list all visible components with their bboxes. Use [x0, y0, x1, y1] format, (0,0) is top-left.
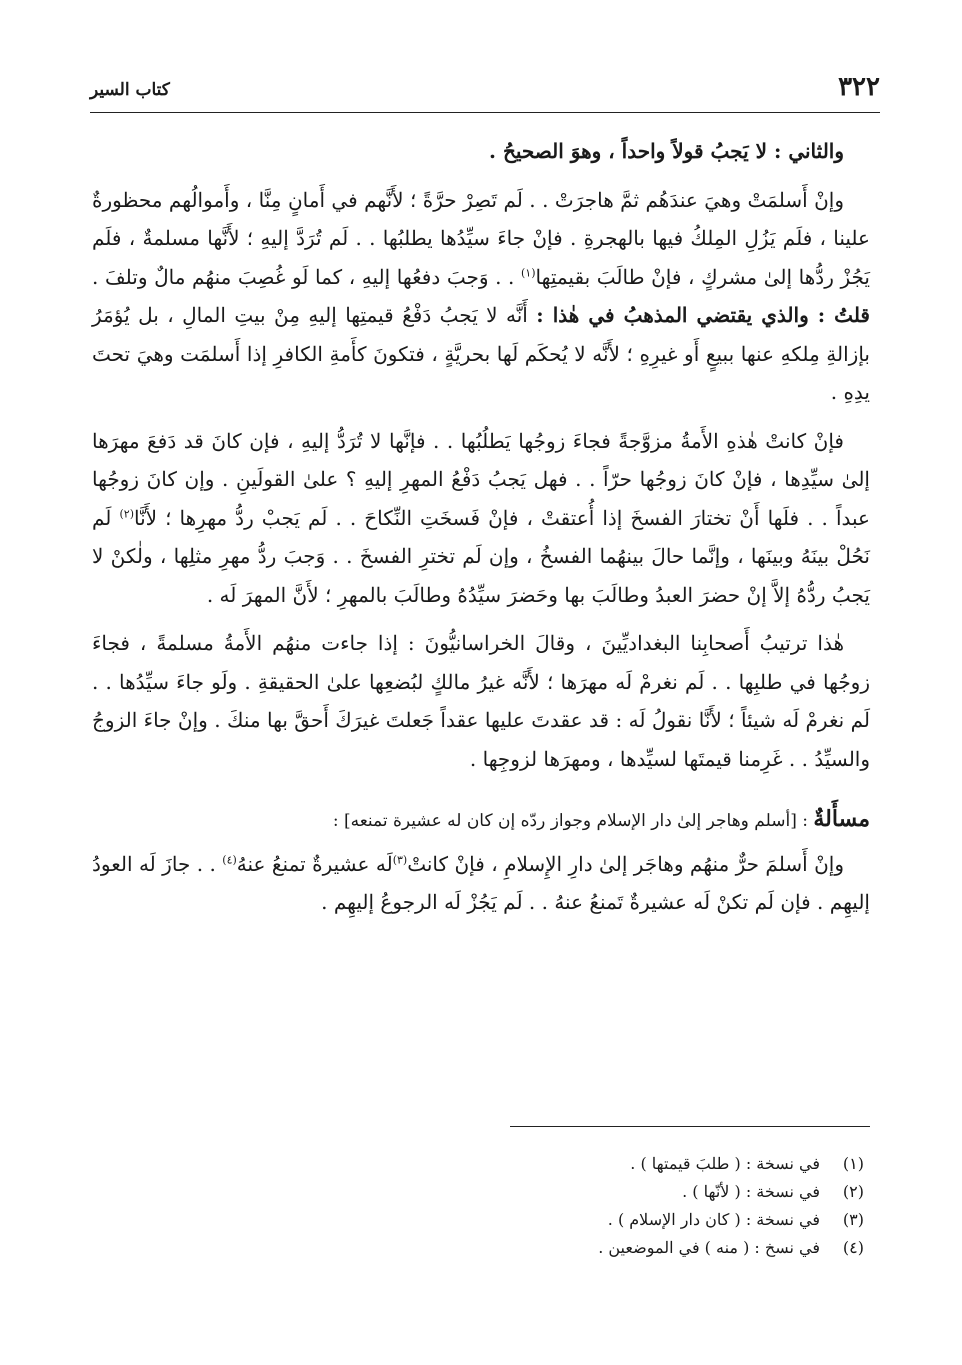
paragraph-2-part-a: وإنْ أَسلمَتْ وهيَ عندَهُم ثمَّ هاجرَتْ . . لَم تَصِرْ حرَّةً ؛ لأَنَّهم في أَمانٍ مِنَّا ، وأَموالُهم محظورةٌ علينا ، فلَم يَزُلِ المِلكُ فيها بالهجرةِ . فإنْ جاءَ سيِّدُها يطلبُها . . لَم تُرَدَّ إليهِ ؛ لأَنَّها مسلمةٌ ، فلَم يَجُزْ ردُّها إلىٰ مشركٍ ، فإنْ طالَبَ بقيمتِها [92, 187, 870, 289]
footnote-item [104, 1150, 864, 1178]
footnote-item [104, 1178, 864, 1206]
footnote-item [104, 1206, 864, 1234]
paragraph-4 [92, 624, 870, 778]
footnote-text: في نسخة : ( كان دار الإسلام ) . [607, 1210, 820, 1229]
footnote-number: (١) [842, 1154, 864, 1173]
footnote-text: في نسخ : ( منه ) في الموضعين . [598, 1238, 820, 1257]
footnote-separator [510, 1126, 870, 1127]
footnote-ref-1: (١) [521, 265, 536, 279]
book-title: كتاب السير [90, 80, 170, 100]
footnote-ref-3: (٣) [392, 852, 408, 866]
qult-word: قلتُ : [817, 303, 870, 327]
footnote-ref-4: (٤) [222, 852, 237, 866]
footnote-text: في نسخة : ( لأنّها ) . [682, 1182, 820, 1201]
footnote-number: (٢) [842, 1182, 864, 1201]
paragraph-5-part-c: . . جازَ لَه العودُ إليهِم . فإن لَم تكنْ لَه عشيرةٌ تَمنعُ عنهُ . . لَم يَجُزْ لَه الرجوعُ إليهِم . [92, 851, 870, 914]
paragraph-2 [92, 181, 870, 412]
issue-word: مسأَلةٌ [813, 806, 870, 832]
paragraph-5 [92, 845, 870, 922]
paragraph-2-part-c: أَنَّه لا يَجبُ دَفْعُ قيمتِها إليهِ مِنْ بيتِ المالِ ، بل يُؤمَرُ بإزالةِ مِلكهِ عنها ببيعٍ أَو غيرِهِ ؛ لأَنَّه لا يُحكَم لَها بحريَّةٍ ، فتكونَ كأَمةِ الكافرِ إذا أَسلمَت وهيَ تحتَ يدِهِ . [92, 303, 870, 404]
footnote-text: في نسخة : ( طلبَ قيمتها ) . [630, 1154, 820, 1173]
footnote-number: (٤) [842, 1238, 864, 1257]
footnotes [104, 1150, 864, 1262]
paragraph-1 [92, 132, 870, 171]
paragraph-2-bold: والذي يقتضي المذهبُ في هٰذا : [536, 303, 818, 327]
paragraph-5-part-b: لَه عشيرةٌ تمنعُ عنهُ [236, 851, 393, 876]
main-text [92, 132, 870, 932]
page-number: ٣٢٢ [838, 72, 880, 102]
issue-heading [92, 800, 870, 841]
footnote-ref-2: (٢) [119, 506, 134, 520]
issue-title: : [أسلم وهاجر إلىٰ دار الإسلام وجواز ردّه إن كان له عشيرة تمنعه] : [332, 811, 814, 831]
paragraph-3 [92, 422, 870, 615]
paragraph-1-text: والثاني : لا يَجبُ قولاً واحداً ، وهوَ الصحيحُ . [489, 139, 844, 163]
paragraph-4-text: هٰذا ترتيبُ أَصحابِنا البغداديِّينَ ، وقالَ الخراسانيُّونَ : إذا جاءت منهُم الأَمةُ مسلمةً ، فجاءَ زوجُها في طلبِها . . لَم نغرمْ لَه مهرَها ؛ لأَنَّه غيرُ مالكٍ لبُضعِها علىٰ الحقيقةِ . ولَو جاءَ سيِّدُها . . لَم نغرمْ لَه شيئاً ؛ لأَنَّا نقولُ لَه : قد عقدتَ عليها عقداً جَعلتَ غيرَكَ أَحقَّ بها منكَ . وإنْ جاءَ الزوجُ والسيِّدُ . . غَرِمنا قيمتَها لسيِّدها ، ومهرَها لزوجِها . [92, 631, 870, 771]
paragraph-3-part-a: فإنْ كانتْ هٰذهِ الأَمةُ مزوَّجةً فجاءَ زوجُها يَطلُبُها . . فإنَّها لا تُرَدُّ إليهِ ، فإن كانَ قد دَفعَ مهرَها إلىٰ سيِّدِها ، فإنْ كانَ زوجُها حرّاً . . فهل يَجبُ دَفْعُ المهرِ إليهِ ؟ علىٰ القولَينِ . وإن كانَ زوجُها عبداً . . فلَها أَنْ تختارَ الفسخَ إذا أُعتقتْ ، فإنْ فَسخَتِ النِّكاحَ . . لَم يَجبْ ردُّ مهرِها ؛ لأَنَّا [92, 428, 870, 530]
page-header [90, 72, 880, 113]
footnote-item [104, 1234, 864, 1262]
paragraph-2-part-b: . . وَجبَ دفعُها إليهِ ، كما لَو غُصِبَ منهُم مالٌ وتلفَ . [92, 264, 521, 289]
footnote-number: (٣) [842, 1210, 864, 1229]
paragraph-5-part-a: وإنْ أَسلمَ حرٌّ منهُم وهاجَر إلىٰ دارِ الإِسلامِ ، فإنْ كانتْ [407, 851, 844, 876]
paragraph-3-part-b: لَم نَحُلْ بينَهُ وبينَها ، وإنَّما حالَ بينهُما الفسخُ ، وإن لَم تخترِ الفسخَ . . وَجبَ ردُّ مهرِ مثلِها ، ولٰكنْ لا يَجبُ ردُّهُ إلاَّ إنْ حضرَ العبدُ وطالَبَ بها وحَضرَ سيِّدُهُ وطالَبَ بالمهرِ ؛ لأَنَّ المهرَ لَه . [92, 505, 870, 607]
